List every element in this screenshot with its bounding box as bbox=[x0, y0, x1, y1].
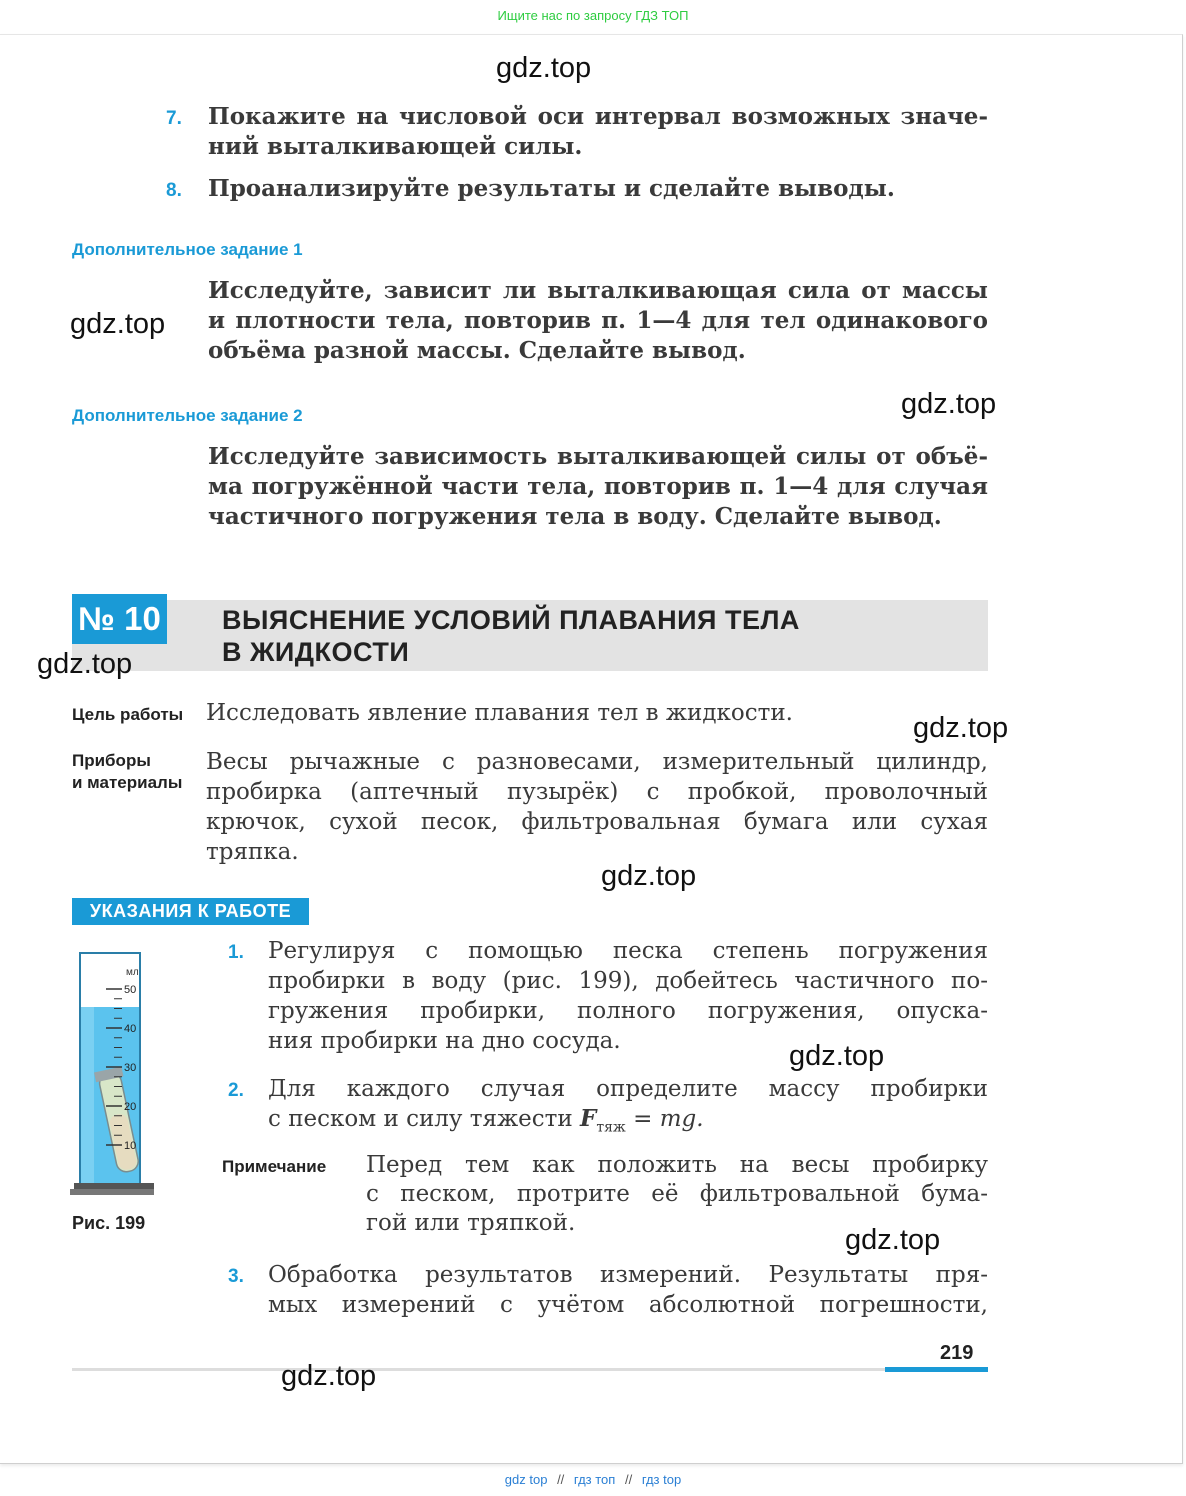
watermark: gdz.top bbox=[496, 52, 592, 84]
formula-variable: F bbox=[580, 1105, 597, 1132]
goal-text bbox=[206, 698, 988, 728]
watermark: gdz.top bbox=[601, 860, 697, 892]
bottom-banner bbox=[0, 1466, 1186, 1494]
step-1-text bbox=[268, 936, 988, 1056]
water-highlight bbox=[80, 1007, 94, 1185]
extra-2-line-1: Исследуйте зависимость выталкивающей силы от объё- bbox=[208, 443, 988, 470]
cylinder-unit-label: мл bbox=[126, 967, 139, 978]
watermark: gdz.top bbox=[789, 1040, 885, 1072]
note-line-1: Перед тем как положить на весы пробирку bbox=[366, 1152, 988, 1178]
watermark: gdz.top bbox=[37, 648, 133, 680]
goal-line: Исследовать явление плавания тел в жидкости. bbox=[206, 700, 793, 726]
step-3-text bbox=[268, 1260, 988, 1320]
page-number: 219 bbox=[940, 1342, 974, 1364]
equipment-label-line-1: Приборы bbox=[72, 751, 151, 770]
bottom-link-2[interactable]: гдз топ bbox=[573, 1472, 616, 1487]
item-7-text bbox=[208, 102, 988, 162]
equipment-line-4: тряпка. bbox=[206, 839, 299, 865]
bottom-link-1[interactable]: gdz top bbox=[504, 1472, 548, 1487]
step-number-3: 3. bbox=[228, 1266, 244, 1287]
top-banner[interactable]: Ищите нас по запросу ГДЗ ТОП bbox=[497, 8, 689, 23]
equipment-line-1: Весы рычажные с разновесами, измерительный цилиндр, bbox=[206, 749, 988, 775]
step-1-line-4: ния пробирки на дно сосуда. bbox=[268, 1028, 621, 1054]
lab-title bbox=[222, 604, 800, 668]
lab-title-line-1: ВЫЯСНЕНИЕ УСЛОВИЙ ПЛАВАНИЯ ТЕЛА bbox=[222, 605, 800, 635]
step-3-line-2: мых измерений с учётом абсолютной погрешности, bbox=[268, 1292, 988, 1318]
step-2-line-1: Для каждого случая определите массу пробирки bbox=[268, 1076, 988, 1102]
extra-1-line-2: и плотности тела, повторив п. 1—4 для тел одинакового bbox=[208, 307, 988, 334]
extra-task-1-text bbox=[208, 276, 988, 366]
lab-number-badge: № 10 bbox=[72, 594, 167, 644]
item-7-line-1: Покажите на числовой оси интервал возможных значе- bbox=[208, 103, 988, 130]
formula-rest: = mg. bbox=[625, 1106, 704, 1132]
scale-label-10: 10 bbox=[124, 1140, 137, 1152]
item-number-7: 7. bbox=[166, 108, 182, 129]
note-line-2: с песком, протрите её фильтровальной бума- bbox=[366, 1181, 988, 1207]
extra-task-2-text bbox=[208, 442, 988, 532]
step-2-line-2-text: с песком и силу тяжести bbox=[268, 1106, 573, 1132]
equipment-line-2: пробирка (аптечный пузырёк) с пробкой, проволочный bbox=[206, 779, 988, 805]
extra-1-line-3: объёма разной массы. Сделайте вывод. bbox=[208, 337, 746, 364]
step-1-line-3: гружения пробирки, полного погружения, опуска- bbox=[268, 998, 988, 1024]
extra-1-line-1: Исследуйте, зависит ли выталкивающая сила от массы bbox=[208, 277, 988, 304]
cylinder-base bbox=[70, 1189, 154, 1195]
extra-task-1-heading: Дополнительное задание 1 bbox=[72, 240, 303, 259]
figure-caption: Рис. 199 bbox=[72, 1213, 146, 1233]
step-number-2: 2. bbox=[228, 1080, 244, 1101]
lab-title-line-2: В ЖИДКОСТИ bbox=[222, 637, 410, 667]
item-7-line-2: ний выталкивающей силы. bbox=[208, 133, 583, 160]
watermark: gdz.top bbox=[845, 1224, 941, 1256]
note-label: Примечание bbox=[222, 1157, 327, 1176]
equipment-line-3: крючок, сухой песок, фильтровальная бумага или сухая bbox=[206, 809, 988, 835]
step-3-line-1: Обработка результатов измерений. Результаты пря- bbox=[268, 1262, 988, 1288]
extra-2-line-2: ма погружённой части тела, повторив п. 1—4 для случая bbox=[208, 473, 988, 500]
scale-label-50: 50 bbox=[124, 984, 137, 996]
equipment-text bbox=[206, 747, 988, 867]
goal-label: Цель работы bbox=[72, 705, 184, 724]
formula-subscript: тяж bbox=[596, 1119, 626, 1136]
scale-label-30: 30 bbox=[124, 1062, 137, 1074]
note-line-3: гой или тряпкой. bbox=[366, 1210, 576, 1236]
cylinder-base-top bbox=[74, 1183, 154, 1189]
step-1-line-2: пробирки в воду (рис. 199), добейтесь частичного по- bbox=[268, 968, 988, 994]
instructions-tag: УКАЗАНИЯ К РАБОТЕ bbox=[72, 898, 309, 925]
scale-label-20: 20 bbox=[124, 1101, 137, 1113]
extra-2-line-3: частичного погружения тела в воду. Сделайте вывод. bbox=[208, 503, 942, 530]
equipment-label-line-2: и материалы bbox=[72, 773, 183, 792]
scale-label-40: 40 bbox=[124, 1023, 137, 1035]
bottom-separator: // bbox=[624, 1472, 633, 1487]
bottom-link-3[interactable]: гдз top bbox=[641, 1472, 682, 1487]
step-2-text bbox=[268, 1074, 988, 1143]
watermark: gdz.top bbox=[901, 388, 997, 420]
measuring-cylinder-figure bbox=[70, 945, 170, 1205]
step-2-line-2 bbox=[268, 1104, 988, 1143]
footer-accent-bar bbox=[885, 1367, 988, 1372]
bottom-separator: // bbox=[557, 1472, 565, 1487]
step-1-line-1: Регулируя с помощью песка степень погружения bbox=[268, 938, 988, 964]
step-number-1: 1. bbox=[228, 942, 244, 963]
extra-task-2-heading: Дополнительное задание 2 bbox=[72, 406, 303, 425]
watermark: gdz.top bbox=[70, 308, 166, 340]
item-8-text bbox=[208, 174, 988, 204]
item-8-line-1: Проанализируйте результаты и сделайте выводы. bbox=[208, 175, 895, 202]
item-number-8: 8. bbox=[166, 180, 182, 201]
equipment-label bbox=[72, 750, 182, 794]
watermark: gdz.top bbox=[281, 1360, 377, 1392]
watermark: gdz.top bbox=[913, 712, 1009, 744]
footer-rule bbox=[72, 1368, 885, 1371]
